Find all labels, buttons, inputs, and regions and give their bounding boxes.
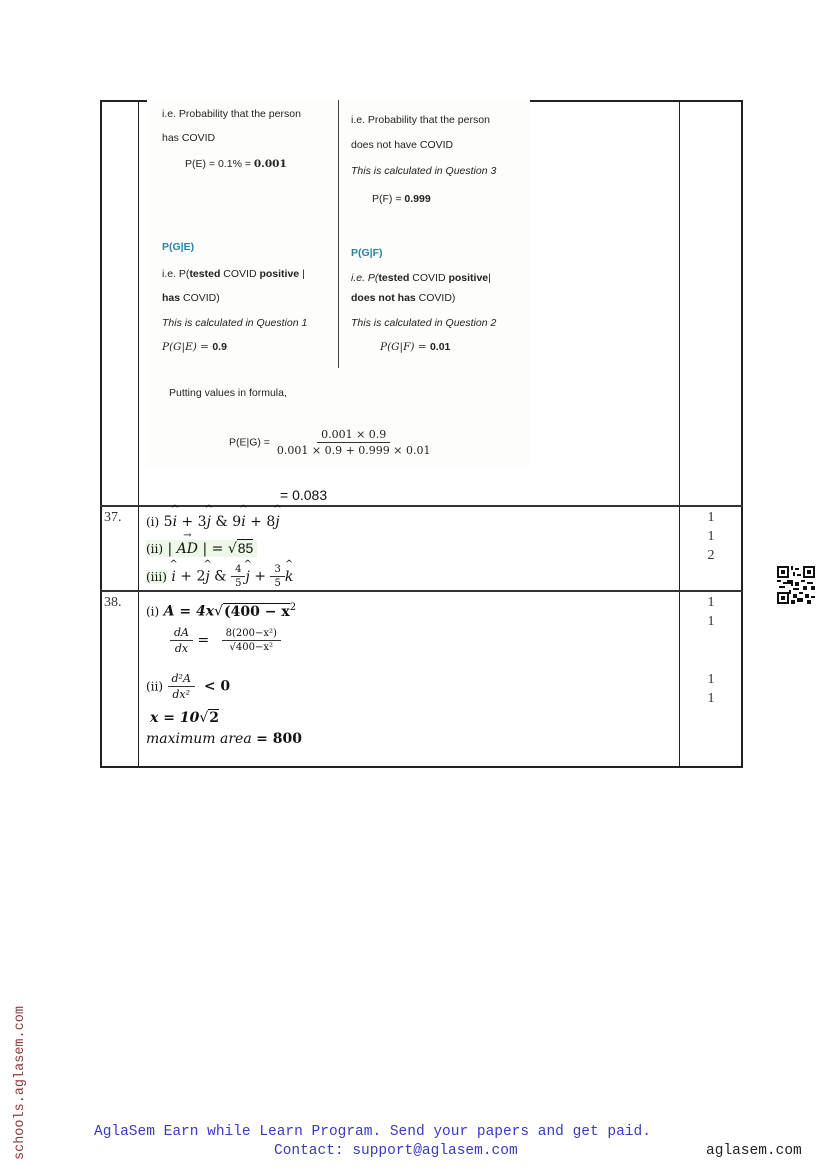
q37-part3: (iii) ^ i + 2^ j & $\frac{4}{5}$ ^ j + $\frac{3}{5}$ ^ k	[146, 564, 293, 589]
q38-x-value: x = 10√2	[150, 710, 219, 726]
question-number-37: 37.	[104, 510, 122, 525]
pe-line: P(E) = 0.1% = 0.001	[185, 158, 287, 170]
q37-mark-2: 1	[707, 529, 715, 544]
q38-mark-1: 1	[707, 595, 715, 610]
pgf-title: P(G|F)	[351, 247, 383, 259]
qr-code-icon[interactable]	[777, 566, 815, 604]
column-divider	[338, 100, 339, 368]
q38-mark-2: 1	[707, 614, 715, 629]
pgf-desc2: does not has COVID)	[351, 292, 456, 304]
footer-site-link[interactable]: aglasem.com	[706, 1143, 802, 1159]
pge-line: P(G|E) = 0.9	[162, 341, 227, 353]
q37-part2: (ii) | → AD | = √85	[146, 540, 257, 557]
q38-mark-4: 1	[707, 691, 715, 706]
pge-desc2: has COVID)	[162, 292, 220, 304]
bayes-formula: P(E|G) = $\frac{0.001 \times 0.9}{0.001 \times 0.9 + 0.999 \times 0.01}$	[229, 428, 434, 457]
q38-derivative: $\frac{dA}{dx}$ = $\frac{\text{8(200−x²)}}{\text{√400−x²}}$	[170, 626, 281, 655]
q38-part2: (ii) $\frac{\text{d²A}}{\text{dx²}}$ < 0	[146, 672, 231, 701]
row-divider-38	[100, 590, 743, 592]
pgf-note: This is calculated in Question 2	[351, 317, 497, 329]
right-note: This is calculated in Question 3	[351, 165, 497, 177]
q36-result: = 0.083	[280, 487, 328, 503]
q37-mark-3: 2	[707, 548, 715, 563]
col-divider-marks	[679, 100, 680, 768]
left-desc-line2: has COVID	[162, 132, 216, 144]
pgf-desc1: i.e. P(tested COVID positive|	[351, 272, 491, 284]
side-watermark: schools.aglasem.com	[13, 1006, 28, 1160]
pge-desc1: i.e. P(tested COVID positive |	[162, 268, 305, 280]
row-divider-37	[100, 505, 743, 507]
q37-mark-1: 1	[707, 510, 715, 525]
q38-mark-3: 1	[707, 672, 715, 687]
footer-program-text: AglaSem Earn while Learn Program. Send your papers and get paid.	[94, 1124, 651, 1140]
formula-fraction: $\frac{0.001 \times 0.9}{0.001 \times 0.9 + 0.999 \times 0.01}$	[276, 428, 431, 457]
pge-note: This is calculated in Question 1	[162, 317, 308, 329]
col-divider-qno	[138, 100, 139, 768]
q38-max-area: maximum area = 800	[146, 731, 302, 747]
q38-part1: (i) $A = 4x√(400 - x^2$	[146, 602, 297, 620]
question-number-38: 38.	[104, 595, 122, 610]
pgf-line: P(G|F) = 0.01	[380, 341, 451, 353]
pge-title: P(G|E)	[162, 241, 195, 253]
q37-part1: (i) 5^ i + 3^ j & 9^ i + 8^ j	[146, 514, 280, 530]
left-desc-line1: i.e. Probability that the person	[162, 108, 301, 120]
footer-contact[interactable]: Contact: support@aglasem.com	[274, 1143, 518, 1159]
pf-line: P(F) = 0.999	[372, 193, 431, 205]
right-desc-line1: i.e. Probability that the person	[351, 114, 490, 126]
right-desc-line2: does not have COVID	[351, 139, 454, 151]
formula-intro: Putting values in formula,	[169, 387, 287, 399]
solution-image-q36	[147, 100, 530, 467]
